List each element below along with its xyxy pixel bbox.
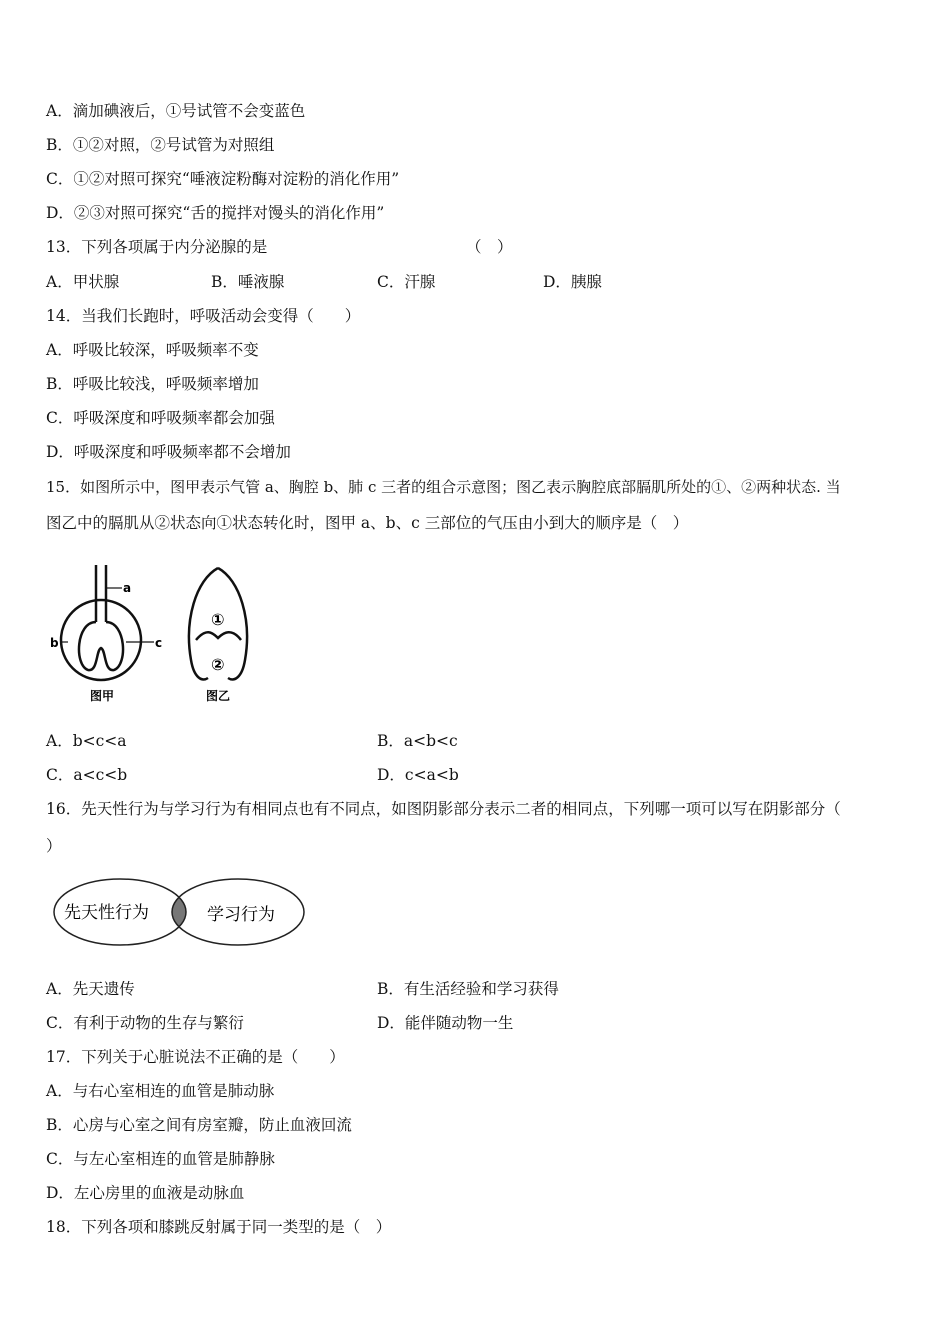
q13-option-b: B．唾液腺 bbox=[211, 273, 285, 291]
q15-stem-line2: 图乙中的膈肌从②状态向①状态转化时，图甲 a、b、c 三部位的气压由小到大的顺序是（ ） bbox=[46, 514, 689, 532]
q17-option-a: A．与右心室相连的血管是肺动脉 bbox=[46, 1082, 275, 1100]
caption-jia: 图甲 bbox=[90, 689, 115, 703]
q16-option-d: D．能伴随动物一生 bbox=[377, 1014, 514, 1032]
q14-option-c: C．呼吸深度和呼吸频率都会加强 bbox=[46, 409, 275, 427]
caption-yi: 图乙 bbox=[206, 689, 231, 703]
q12-option-c: C．①②对照可探究“唾液淀粉酶对淀粉的消化作用” bbox=[46, 170, 400, 188]
q13-option-c: C．汗腺 bbox=[377, 273, 436, 291]
q17-option-b: B．心房与心室之间有房室瓣，防止血液回流 bbox=[46, 1116, 352, 1134]
q16-option-a: A．先天遗传 bbox=[46, 980, 135, 998]
q12-option-b: B．①②对照，②号试管为对照组 bbox=[46, 136, 275, 154]
q18-stem: 18．下列各项和膝跳反射属于同一类型的是（ ） bbox=[46, 1218, 392, 1236]
q14-stem: 14．当我们长跑时，呼吸活动会变得（ ） bbox=[46, 307, 361, 325]
label-c: c bbox=[155, 636, 163, 650]
q13-option-a: A．甲状腺 bbox=[46, 273, 120, 291]
venn-left-label: 先天性行为 bbox=[64, 903, 149, 923]
figure-jia-diagram bbox=[60, 565, 154, 680]
q14-option-b: B．呼吸比较浅，呼吸频率增加 bbox=[46, 375, 259, 393]
q16-option-c: C．有利于动物的生存与繁衍 bbox=[46, 1014, 244, 1032]
q12-option-d: D．②③对照可探究“舌的搅拌对馒头的消化作用” bbox=[46, 204, 385, 222]
q14-option-a: A．呼吸比较深，呼吸频率不变 bbox=[46, 341, 259, 359]
q17-stem: 17．下列关于心脏说法不正确的是（ ） bbox=[46, 1048, 345, 1066]
q15-figure bbox=[46, 560, 276, 710]
q14-option-d: D．呼吸深度和呼吸频率都不会增加 bbox=[46, 443, 291, 461]
q15-option-d: D．c<a<b bbox=[377, 766, 459, 784]
venn-right-label: 学习行为 bbox=[207, 905, 275, 925]
state-2: ② bbox=[211, 655, 225, 674]
q13-stem: 13．下列各项属于内分泌腺的是 bbox=[46, 238, 268, 256]
q17-option-c: C．与左心室相连的血管是肺静脉 bbox=[46, 1150, 275, 1168]
label-a: a bbox=[123, 581, 132, 595]
state-1: ① bbox=[211, 610, 225, 629]
q15-option-a: A．b<c<a bbox=[46, 732, 127, 750]
q16-option-b: B．有生活经验和学习获得 bbox=[377, 980, 559, 998]
q16-stem-line1: 16．先天性行为与学习行为有相同点也有不同点，如图阴影部分表示二者的相同点，下列哪一项可以写在阴影部分（ bbox=[46, 800, 841, 818]
q16-stem-line2: ） bbox=[46, 837, 62, 855]
q13-option-d: D．胰腺 bbox=[543, 273, 602, 291]
q15-option-b: B．a<b<c bbox=[377, 732, 458, 750]
venn-diagram bbox=[52, 876, 306, 948]
q15-option-c: C．a<c<b bbox=[46, 766, 128, 784]
label-b: b bbox=[50, 636, 59, 650]
q17-option-d: D．左心房里的血液是动脉血 bbox=[46, 1184, 245, 1202]
q15-stem-line1: 15．如图所示中，图甲表示气管 a、胸腔 b、肺 c 三者的组合示意图；图乙表示胸腔底部膈肌所处的①、②两种状态. 当 bbox=[46, 478, 841, 496]
q13-answer-paren: （ ） bbox=[466, 238, 513, 256]
q12-option-a: A．滴加碘液后，①号试管不会变蓝色 bbox=[46, 102, 306, 120]
